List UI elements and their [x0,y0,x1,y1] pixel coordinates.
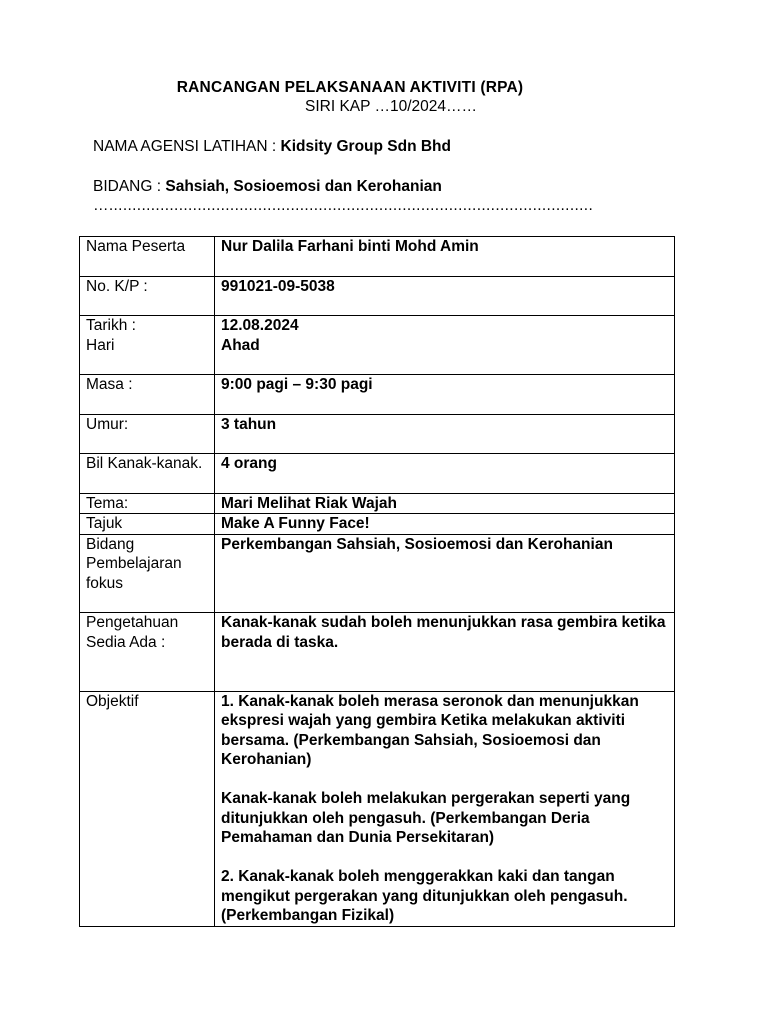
field-label: BIDANG : [93,178,162,195]
objective-value-cell [215,691,675,926]
objective-1: 1. Kanak-kanak boleh merasa seronok dan menunjukkan ekspresi wajah yang gembira Ketika melakukan aktiviti bersama. (Perkembangan Sahsiah, Sosioemosi dan Kerohanian) [221,692,639,768]
children-count-label: Bil Kanak-kanak. [80,454,215,494]
topic-label: Tajuk [80,514,215,535]
age-value: 3 tahun [215,414,675,454]
children-count-value: 4 orang [215,454,675,494]
objective-3: 2. Kanak-kanak boleh menggerakkan kaki dan tangan mengikut pergerakan yang ditunjukkan oleh pengasuh. (Perkembangan Fizikal) [221,868,628,924]
dotted-line: …........................................................................................................ [93,197,594,214]
table-row [80,276,675,316]
table-row [80,237,675,277]
learning-focus-value: Perkembangan Sahsiah, Sosioemosi dan Kerohanian [215,534,675,613]
objective-label: Objektif [80,691,215,926]
ic-number-label: No. K/P : [80,276,215,316]
table-row [80,375,675,415]
date-value: 12.08.2024 [221,317,299,334]
agency-label: NAMA AGENSI LATIHAN : [93,138,277,155]
agency-line [93,138,451,156]
table-row [80,316,675,375]
document-title [0,79,700,97]
objective-2: Kanak-kanak boleh melakukan pergerakan seperti yang ditunjukkan oleh pengasuh. (Perkembangan Deria Pemahaman dan Dunia Persekitaran) [221,790,631,846]
table-row [80,534,675,613]
participant-name-label: Nama Peserta [80,237,215,277]
field-line [93,178,442,196]
table-row [80,493,675,514]
date-label: Tarikh : [86,317,136,334]
participant-name-value: Nur Dalila Farhani binti Mohd Amin [215,237,675,277]
rpa-table [79,236,675,927]
time-value: 9:00 pagi – 9:30 pagi [215,375,675,415]
table-row [80,454,675,494]
day-label: Hari [86,336,115,354]
agency-value: Kidsity Group Sdn Bhd [280,138,451,155]
document-title-text: RANCANGAN PELAKSANAAN AKTIVITI (RPA) [176,79,524,96]
table-row [80,514,675,535]
prior-knowledge-label: Pengetahuan Sedia Ada : [80,613,215,692]
field-value: Sahsiah, Sosioemosi dan Kerohanian [165,178,442,195]
table-row [80,414,675,454]
date-day-label-cell [80,316,215,375]
prior-knowledge-value: Kanak-kanak sudah boleh menunjukkan rasa gembira ketika berada di taska. [215,613,675,692]
table-row [80,691,675,926]
topic-value: Make A Funny Face! [215,514,675,535]
date-day-value-cell [215,316,675,375]
ic-number-value: 991021-09-5038 [215,276,675,316]
theme-label: Tema: [80,493,215,514]
table-row [80,613,675,692]
day-value: Ahad [221,336,260,354]
learning-focus-label: Bidang Pembelajaran fokus [80,534,215,613]
time-label: Masa : [80,375,215,415]
theme-value: Mari Melihat Riak Wajah [215,493,675,514]
age-label: Umur: [80,414,215,454]
series-number: SIRI KAP …10/2024…… [305,98,478,115]
